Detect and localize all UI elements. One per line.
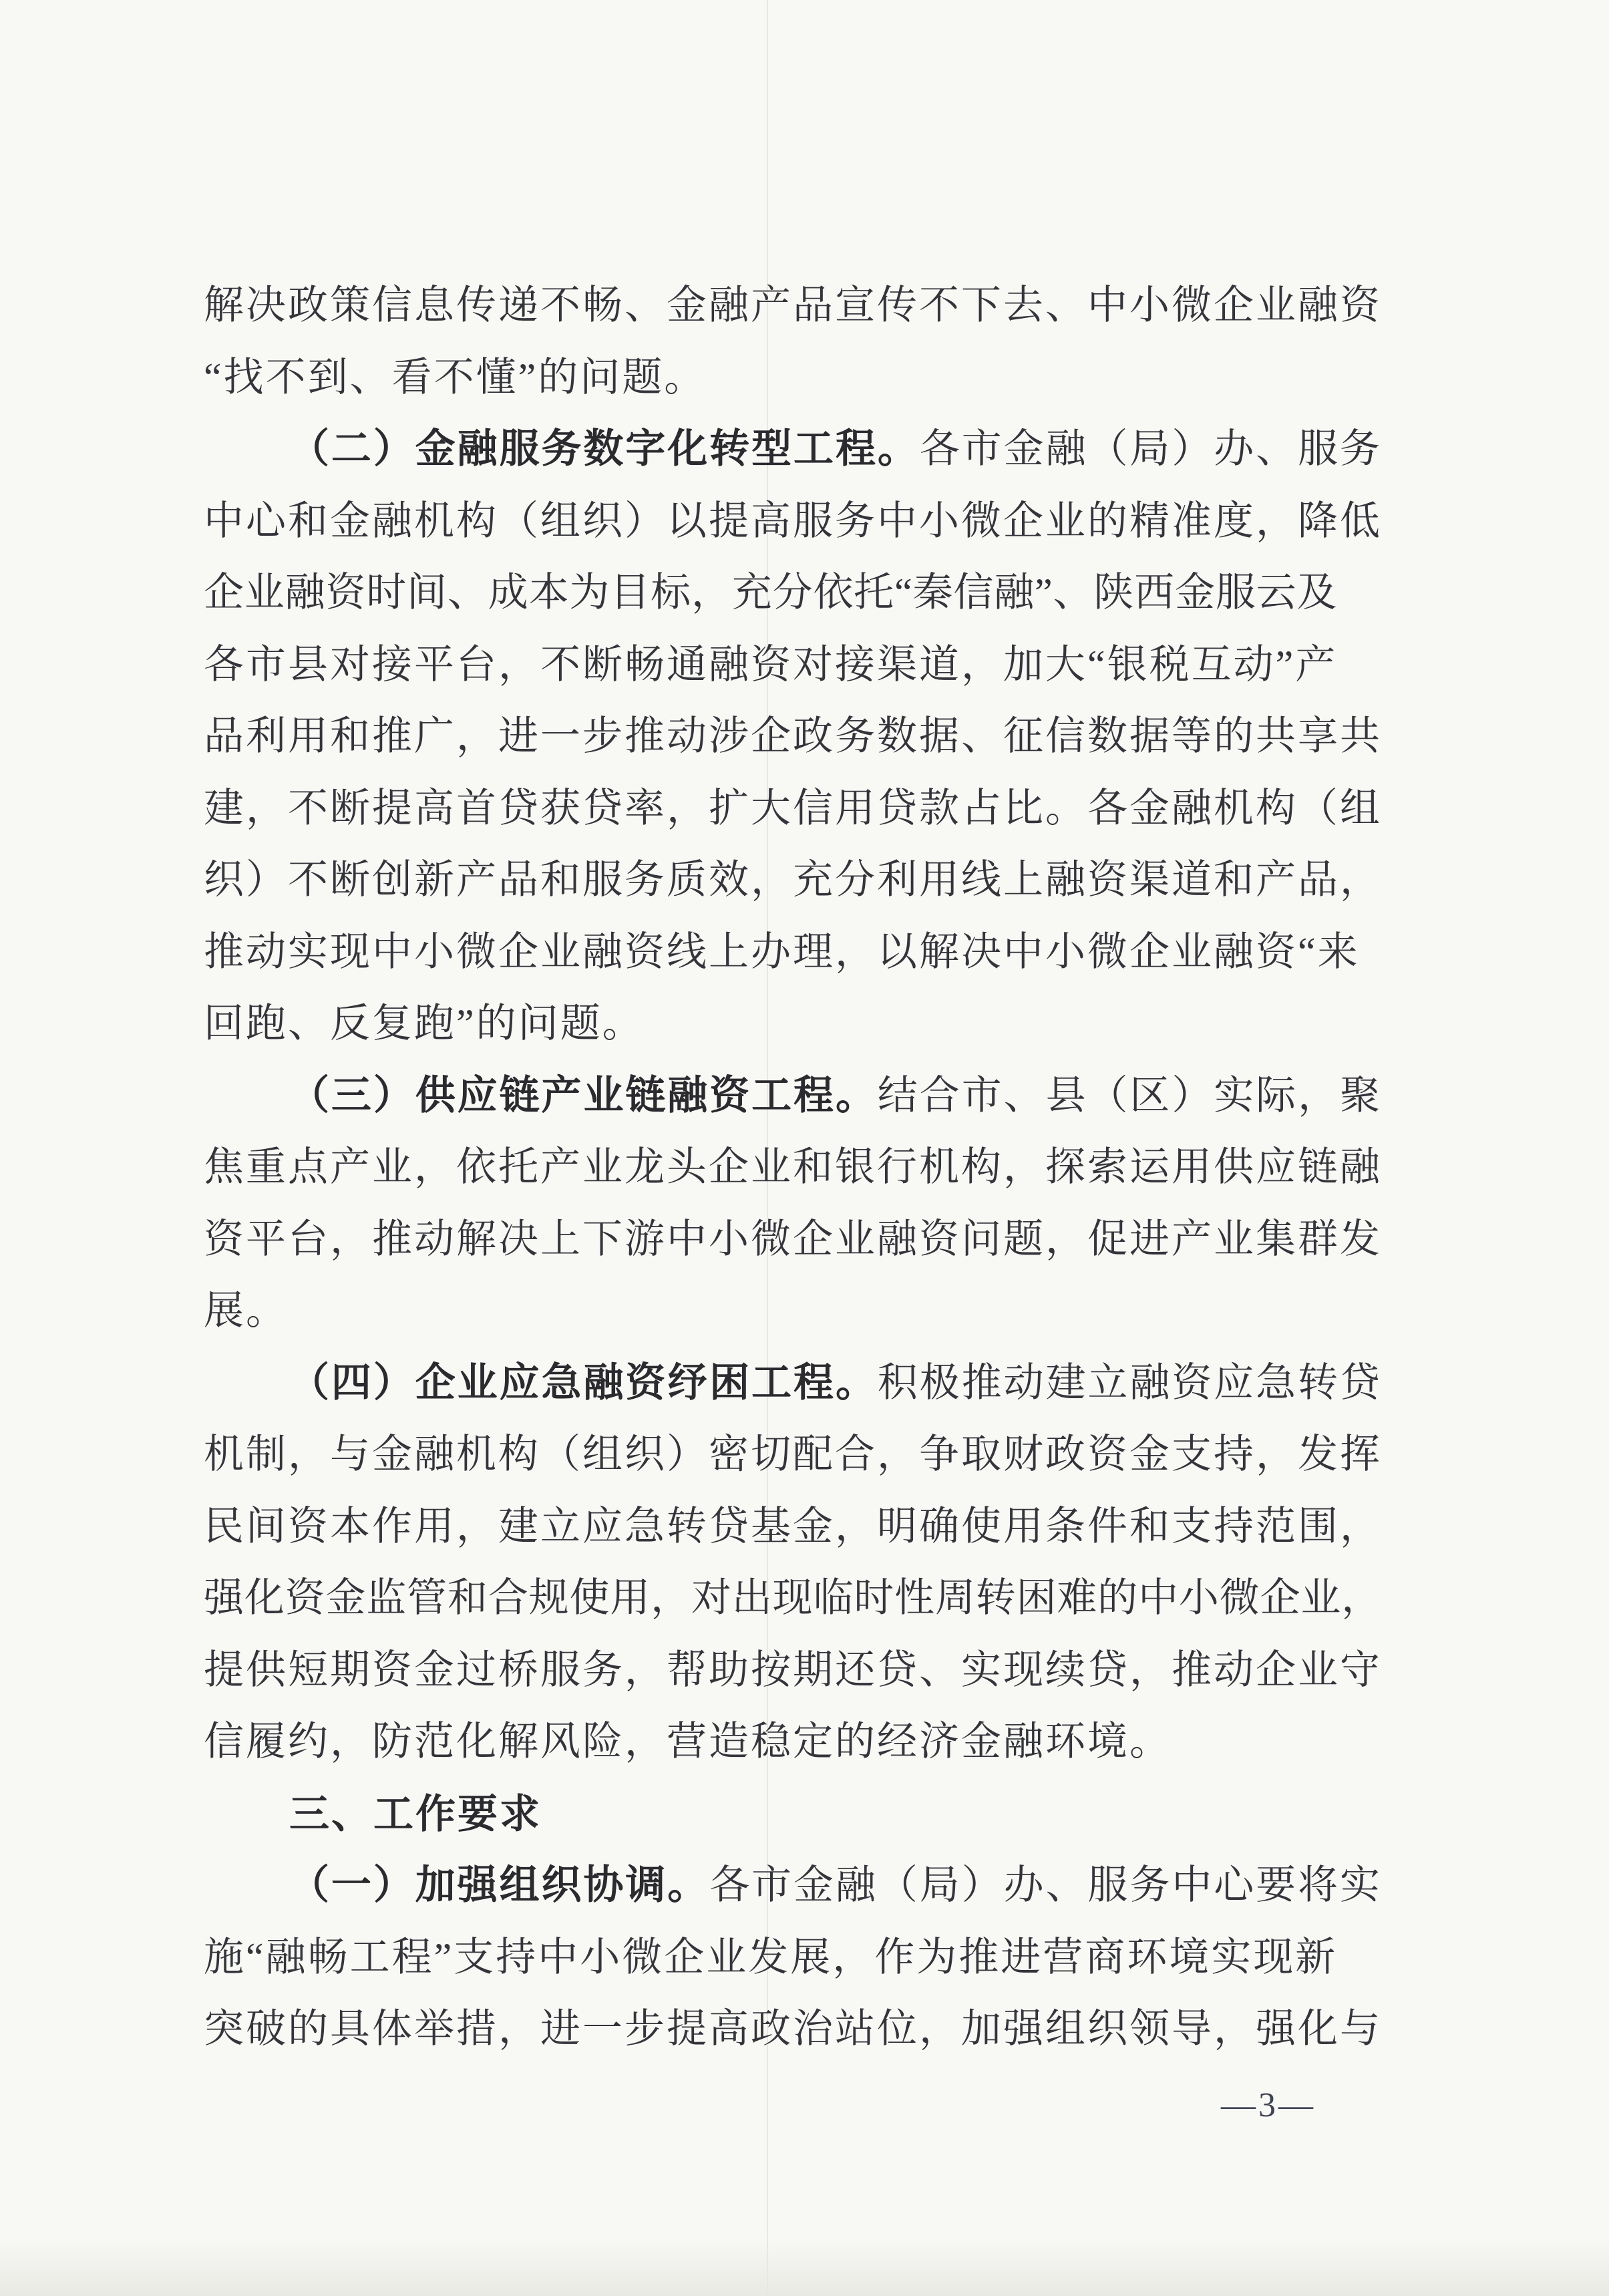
- text-segment: （三）供应链产业链融资工程。: [289, 1073, 878, 1118]
- text-segment: 机制，与金融机构（组织）密切配合，争取财政资金支持，发挥: [204, 1432, 1382, 1476]
- text-segment: 解决政策信息传递不畅、金融产品宣传不下去、中小微企业融资: [204, 283, 1382, 327]
- text-line: [204, 1060, 1382, 1132]
- text-line: [204, 1993, 1382, 2066]
- page-number: —3—: [1221, 2086, 1316, 2124]
- text-line: [204, 1132, 1382, 1204]
- text-segment: 突破的具体举措，进一步提高政治站位，加强组织领导，强化与: [204, 2007, 1382, 2051]
- scan-bottom-shade: [0, 2236, 1609, 2296]
- text-line: [204, 629, 1382, 701]
- text-segment: 焦重点产业，依托产业龙头企业和银行机构，探索运用供应链融: [204, 1145, 1382, 1189]
- text-line: [204, 844, 1382, 917]
- text-segment: 资平台，推动解决上下游中小微企业融资问题，促进产业集群发: [204, 1216, 1382, 1261]
- text-segment: 展。: [204, 1289, 288, 1333]
- text-line: [204, 557, 1382, 629]
- text-line: [204, 1563, 1382, 1635]
- text-segment: （一）加强组织协调。: [289, 1863, 710, 1907]
- text-segment: （四）企业应急融资纾困工程。: [289, 1360, 878, 1405]
- text-segment: 企业融资时间、成本为目标，充分依托“秦信融”、陕西金服云及: [204, 570, 1338, 615]
- text-line: [204, 773, 1382, 845]
- text-line: [204, 701, 1382, 773]
- text-line: [204, 1275, 1382, 1347]
- text-segment: 回跑、反复跑”的问题。: [204, 1001, 645, 1045]
- text-line: [204, 1491, 1382, 1563]
- text-segment: 中心和金融机构（组织）以提高服务中小微企业的精准度，降低: [204, 498, 1382, 543]
- text-segment: 织）不断创新产品和服务质效，充分利用线上融资渠道和产品，: [204, 858, 1382, 902]
- text-line: [204, 1204, 1382, 1276]
- text-segment: 信履约，防范化解风险，营造稳定的经济金融环境。: [204, 1719, 1172, 1764]
- text-line: [204, 1635, 1382, 1707]
- text-line: [204, 1922, 1382, 1994]
- text-segment: 推动实现中小微企业融资线上办理，以解决中小微企业融资“来: [204, 929, 1360, 974]
- text-segment: 各市金融（局）办、服务: [919, 427, 1382, 471]
- text-line: [204, 1419, 1382, 1491]
- text-line: [204, 1347, 1382, 1420]
- text-segment: “找不到、看不懂”的问题。: [204, 355, 707, 399]
- document-text-block: [204, 270, 1382, 2066]
- text-segment: 建，不断提高首贷获贷率，扩大信用贷款占比。各金融机构（组: [204, 786, 1382, 830]
- text-line: [204, 1850, 1382, 1922]
- text-segment: 强化资金监管和合规使用，对出现临时性周转困难的中小微企业，: [204, 1576, 1383, 1620]
- text-line: [204, 1778, 1382, 1850]
- text-line: [204, 270, 1382, 342]
- text-segment: （二）金融服务数字化转型工程。: [289, 427, 920, 471]
- text-segment: 结合市、县（区）实际，聚: [877, 1073, 1382, 1118]
- text-segment: 各市金融（局）办、服务中心要将实: [709, 1863, 1382, 1907]
- text-line: [204, 917, 1382, 989]
- text-segment: 品利用和推广，进一步推动涉企政务数据、征信数据等的共享共: [204, 714, 1382, 758]
- text-line: [204, 988, 1382, 1060]
- text-segment: 民间资本作用，建立应急转贷基金，明确使用条件和支持范围，: [204, 1504, 1382, 1548]
- text-line: [204, 342, 1382, 414]
- text-segment: 三、工作要求: [289, 1791, 542, 1836]
- text-segment: 积极推动建立融资应急转贷: [877, 1360, 1382, 1405]
- text-segment: 提供短期资金过桥服务，帮助按期还贷、实现续贷，推动企业守: [204, 1647, 1382, 1692]
- text-line: [204, 486, 1382, 558]
- text-segment: 各市县对接平台，不断畅通融资对接渠道，加大“银税互动”产: [204, 642, 1338, 687]
- text-line: [204, 414, 1382, 486]
- text-segment: 施“融畅工程”支持中小微企业发展，作为推进营商环境实现新: [204, 1935, 1338, 1979]
- text-line: [204, 1706, 1382, 1778]
